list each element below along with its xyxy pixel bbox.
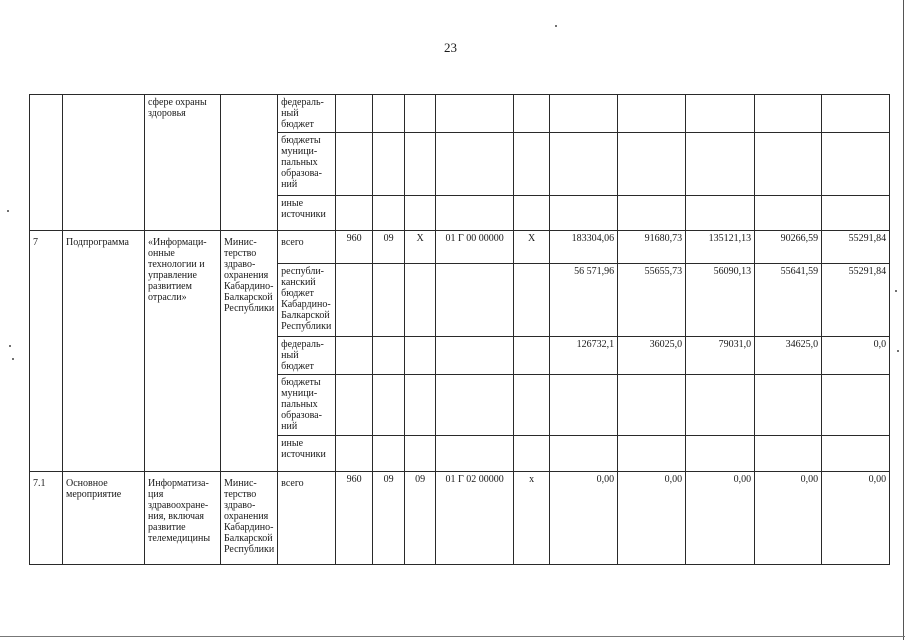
row-name-cell: «Информаци-онные технологии и управление развитием отрасли» (145, 231, 221, 472)
year3-amount: 135121,13 (686, 231, 755, 264)
vr-cell: Х (514, 231, 550, 264)
year3-amount: 79031,0 (686, 337, 755, 375)
scan-edge-line (903, 0, 904, 640)
funding-source-cell: бюджеты муници-пальных образова-ний (278, 133, 336, 196)
year1-amount: 126732,1 (550, 337, 618, 375)
year3-amount (686, 436, 755, 472)
year1-amount (550, 436, 618, 472)
scan-speck (7, 210, 9, 212)
vr-cell (514, 337, 550, 375)
year2-amount: 0,00 (618, 472, 686, 565)
csr-cell (436, 436, 514, 472)
year1-amount: 56 571,96 (550, 264, 618, 337)
csr-cell (436, 133, 514, 196)
csr-cell (436, 95, 514, 133)
funding-source-cell: республи-канский бюджет Кабардино-Балкарской Республики (278, 264, 336, 337)
grbs-cell (336, 95, 373, 133)
grbs-cell (336, 436, 373, 472)
pr-cell (405, 95, 436, 133)
year4-amount: 90266,59 (755, 231, 822, 264)
pr-cell (405, 264, 436, 337)
page-number: 23 (444, 40, 457, 55)
year3-amount (686, 375, 755, 436)
vr-cell (514, 375, 550, 436)
row-number-cell: 7.1 (30, 472, 63, 565)
grbs-cell: 960 (336, 472, 373, 565)
rz-cell (373, 95, 405, 133)
year5-amount (822, 95, 890, 133)
vr-cell: х (514, 472, 550, 565)
year5-amount: 55291,84 (822, 231, 890, 264)
scan-bottom-line (0, 636, 905, 637)
pr-cell (405, 375, 436, 436)
year3-amount (686, 133, 755, 196)
year5-amount (822, 436, 890, 472)
pr-cell (405, 337, 436, 375)
scan-speck (9, 345, 11, 347)
grbs-cell: 960 (336, 231, 373, 264)
year5-amount (822, 196, 890, 231)
year1-amount (550, 375, 618, 436)
csr-cell: 01 Г 02 00000 (436, 472, 514, 565)
csr-cell (436, 337, 514, 375)
year5-amount: 0,0 (822, 337, 890, 375)
funding-source-cell: федераль-ный бюджет (278, 337, 336, 375)
csr-cell (436, 375, 514, 436)
rz-cell: 09 (373, 472, 405, 565)
year1-amount: 0,00 (550, 472, 618, 565)
year2-amount (618, 133, 686, 196)
funding-source-cell: всего (278, 472, 336, 565)
scan-speck (12, 358, 14, 360)
pr-cell: 09 (405, 472, 436, 565)
funding-source-cell: иные источники (278, 436, 336, 472)
year4-amount (755, 375, 822, 436)
rz-cell (373, 264, 405, 337)
year5-amount (822, 133, 890, 196)
pr-cell (405, 436, 436, 472)
grbs-cell (336, 196, 373, 231)
row-executor-cell: Минис-терство здраво-охранения Кабардино-Балкарской Республики (221, 231, 278, 472)
pr-cell (405, 133, 436, 196)
year3-amount (686, 95, 755, 133)
year4-amount (755, 95, 822, 133)
row-executor-cell (221, 95, 278, 231)
scan-speck (895, 290, 897, 292)
rz-cell: 09 (373, 231, 405, 264)
scan-speck (897, 350, 899, 352)
year4-amount (755, 133, 822, 196)
year2-amount (618, 196, 686, 231)
row-type-cell: Подпрограмма (63, 231, 145, 472)
year2-amount: 91680,73 (618, 231, 686, 264)
vr-cell (514, 133, 550, 196)
row-type-cell: Основное мероприятие (63, 472, 145, 565)
year4-amount (755, 436, 822, 472)
grbs-cell (336, 133, 373, 196)
grbs-cell (336, 337, 373, 375)
csr-cell: 01 Г 00 00000 (436, 231, 514, 264)
rz-cell (373, 436, 405, 472)
grbs-cell (336, 264, 373, 337)
table-row (30, 95, 890, 133)
funding-source-cell: бюджеты муници-пальных образова-ний (278, 375, 336, 436)
year2-amount: 55655,73 (618, 264, 686, 337)
vr-cell (514, 196, 550, 231)
csr-cell (436, 264, 514, 337)
year2-amount (618, 375, 686, 436)
year2-amount (618, 95, 686, 133)
year2-amount (618, 436, 686, 472)
funding-source-cell: федераль-ный бюджет (278, 95, 336, 133)
funding-source-cell: иные источники (278, 196, 336, 231)
year5-amount: 55291,84 (822, 264, 890, 337)
rz-cell (373, 133, 405, 196)
table-row (30, 472, 890, 565)
budget-table (29, 94, 890, 565)
year2-amount: 36025,0 (618, 337, 686, 375)
rz-cell (373, 375, 405, 436)
vr-cell (514, 436, 550, 472)
year3-amount: 56090,13 (686, 264, 755, 337)
year3-amount (686, 196, 755, 231)
year4-amount: 0,00 (755, 472, 822, 565)
row-name-cell: Информатиза-ция здравоохране-ния, включая развитие телемедицины (145, 472, 221, 565)
pr-cell (405, 196, 436, 231)
pr-cell: Х (405, 231, 436, 264)
row-type-cell (63, 95, 145, 231)
csr-cell (436, 196, 514, 231)
row-executor-cell: Минис-терство здраво-охранения Кабардино-Балкарской Республики (221, 472, 278, 565)
funding-source-cell: всего (278, 231, 336, 264)
year4-amount: 34625,0 (755, 337, 822, 375)
year4-amount: 55641,59 (755, 264, 822, 337)
grbs-cell (336, 375, 373, 436)
year5-amount (822, 375, 890, 436)
year5-amount: 0,00 (822, 472, 890, 565)
row-name-cell: сфере охраны здоровья (145, 95, 221, 231)
row-number-cell (30, 95, 63, 231)
rz-cell (373, 196, 405, 231)
scan-speck (555, 25, 557, 27)
year1-amount (550, 196, 618, 231)
year4-amount (755, 196, 822, 231)
vr-cell (514, 264, 550, 337)
rz-cell (373, 337, 405, 375)
table-row (30, 231, 890, 264)
year1-amount (550, 95, 618, 133)
year1-amount (550, 133, 618, 196)
row-number-cell: 7 (30, 231, 63, 472)
year1-amount: 183304,06 (550, 231, 618, 264)
year3-amount: 0,00 (686, 472, 755, 565)
vr-cell (514, 95, 550, 133)
